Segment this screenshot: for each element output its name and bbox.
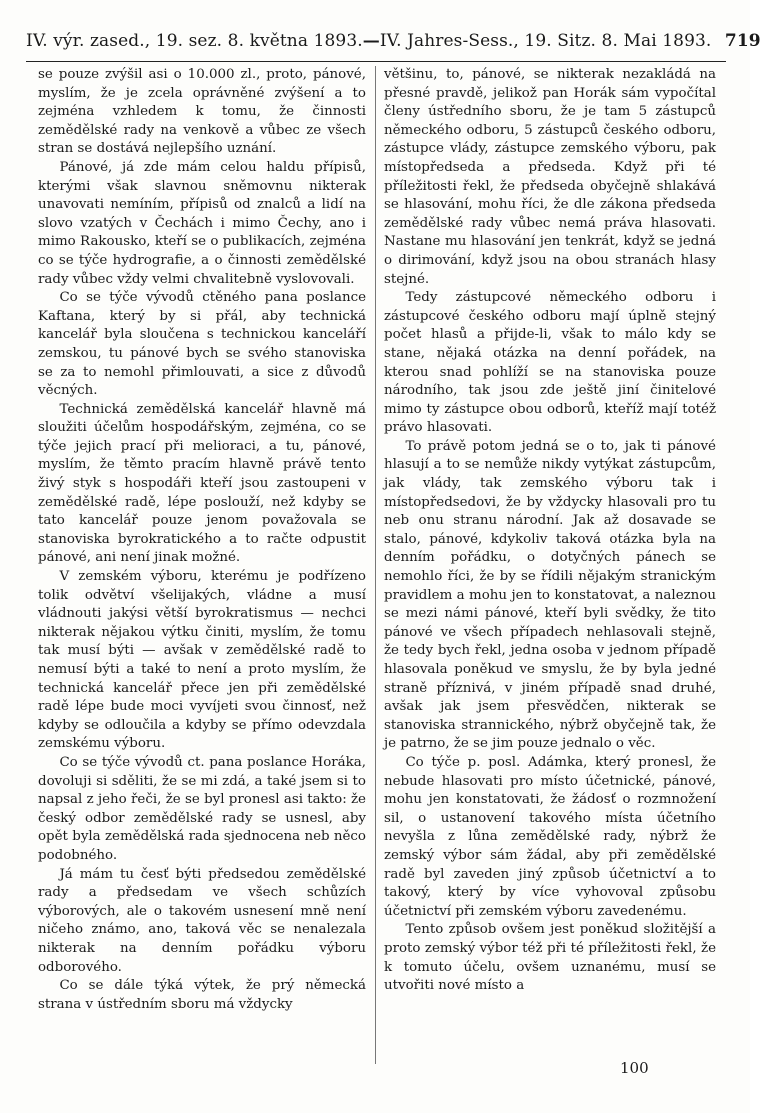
paragraph: Co se týče vývodů ct. pana poslance Horáka, dovoluji si sděliti, že se mi zdá, a také jsem si to napsal z jeho řeči, že se byl pronesl asi takto: že český odbor zemědělské rady se usnesl, aby opět byla zemědělská rada sjednocena neb něco podobného. [38,754,366,863]
column-divider [375,66,376,1064]
right-column [384,66,716,996]
header-german: IV. Jahres-Sess., 19. Sitz. 8. Mai 1893. [379,31,712,51]
paragraph: většinu, to, pánové, se nikterak nezakládá na přesné pravdě, jelikož pan Horák sám vypočítal členy ústředního sboru, že je tam 5 zástupců německého odboru, 5 zástupců českého odboru, zástupce vlády, zástupce zemského výboru, pak místopředseda a předseda. Když při té příležitosti řekl, že předseda obyčejně shlakává se hlasování, mohu říci, že dle zákona předseda zemědělské rady vůbec nemá práva hlasovati. Nastane mu hlasování jen tenkrát, když se jedná o dirimování, když jsou na obou stranách hlasy stejné. [384,67,716,287]
left-column [38,66,366,1014]
paragraph: Pánové, já zde mám celou haldu přípisů, kterými však slavnou sněmovnu nikterak unavovati nemíním, přípisů od znalců a lidí na slovo vzatých v Čechách i mimo Čechy, ano i mimo Rakousko, kteří se o publikacích, zejména co se týče hydrografie, a o činnosti zemědělské rady vůbec vždy velmi chvalitebně vyslovovali. [38,159,366,287]
header-german-group [380,31,761,51]
paragraph: Co se týče vývodů ctěného pana poslance Kaftana, který by si přál, aby technická kancelář byla sloučena s technickou kanceláří zemskou, tu pánové bych se svého stanoviska se za to nemohl přimlouvati, a sice z důvodů věcných. [38,290,366,399]
header-separator: — [362,31,380,51]
paragraph: Tento způsob ovšem jest poněkud složitější a proto zemský výbor též při té příležitosti řekl, že k tomuto účelu, ovšem uznanému, musí se utvořiti nové místo a [384,922,716,994]
paragraph: Technická zemědělská kancelář hlavně má sloužiti účelům hospodářským, zejména, co se týče jejich prací při melioraci, a tu, pánové, myslím, že těmto pracím hlavně právě tento živý styk s hospodáři kteří jsou zastoupeni v zemědělské radě, lépe poslouží, než kdyby se tato kancelář pouze jenom považovala se stanoviska byrokratického a to račte odpustit pánové, ani není jinak možné. [38,401,366,566]
header-czech: IV. výr. zased., 19. sez. 8. května 1893. [26,31,363,51]
paragraph: Já mám tu česť býti předsedou zemědělské rady a předsedam ve všech schůzích výborových, ale o takovém usnesení mně není ničeho známo, ano, taková věc se nenalezala nikterak na denním pořádku výboru odborového. [38,866,366,975]
running-header [26,26,761,56]
page-number: 719 [724,31,761,51]
paragraph: se pouze zvýšil asi o 10.000 zl., proto, pánové, myslím, že je zcela oprávněné zvýšení a to zejména vzhledem k tomu, že činnosti zemědělské rady na venkově a vůbec ze všech stran se dostává nejlepšího uznání. [38,67,366,157]
signature-number: 100 [620,1059,649,1077]
paragraph: To právě potom jedná se o to, jak ti pánové hlasují a to se nemůže nikdy vytýkat zástupcům, jak vlády, tak zemského výboru tak i místopředsedovi, že by vždycky hlasovali pro tu neb onu stranu národní. Jak až dosavade se stalo, pánové, kdykoliv taková otázka byla na denním pořádku, o dotyčných pánech se nemohlo říci, že by se řídili nějakým stranickým pravidlem a mohu jen to konstatovat, a naleznou se mezi námi pánové, kteří byli svědky, že tito pánové ve všech případech nehlasovali stejně, že tedy bych řekl, jedna osoba v jednom případě hlasovala poněkud ve smyslu, že by byla jedné straně příznivá, v jiném případě snad druhé, avšak jak jsem přesvědčen, nikterak se stanoviska strannického, nýbrž obyčejně tak, že je patrno, že se jim pouze jednalo o věc. [384,438,716,752]
paragraph: V zemském výboru, kterému je podřízeno tolik odvětví všelijakých, vládne a musí vládnouti jakýsi větší byrokratismus — nechci nikterak nějakou výtku činiti, myslím, že tomu tak musí býti — avšak v zemědělské radě to nemusí býti a také to není a proto myslím, že technická kancelář přece jen při zemědělské radě lépe bude moci vyvíjeti svou činnosť, než kdyby se odloučila a kdyby se přímo odevzdala zemskému výboru. [38,569,366,752]
paragraph: Tedy zástupcové německého odboru i zástupcové českého odboru mají úplně stejný počet hlasů a přijde-li, však to málo kdy se stane, nějaká otázka na denní pořádek, na kterou snad pohlíží se na stanoviska pouze národního, tak jsou zde ještě jiní činitelové mimo ty zástupce obou odborů, kteříž mají totéž právo hlasovati. [384,290,716,436]
header-rule [26,61,726,62]
paragraph: Co týče p. posl. Adámka, který pronesl, že nebude hlasovati pro místo účetnické, pánové, mohu jen konstatovati, že žádosť o rozmnožení sil, o ustanovení takového místa účetního nevyšla z lůna zemědělské rady, nýbrž že zemský výbor sám žádal, aby při zemědělské radě byl zaveden jiný způsob účetnictví a to takový, který by více vyhovoval způsobu účetnictví při zemském výboru zavedenému. [384,754,716,919]
paragraph: Co se dále týká výtek, že prý německá strana v ústředním sboru má vždycky [38,978,366,1012]
